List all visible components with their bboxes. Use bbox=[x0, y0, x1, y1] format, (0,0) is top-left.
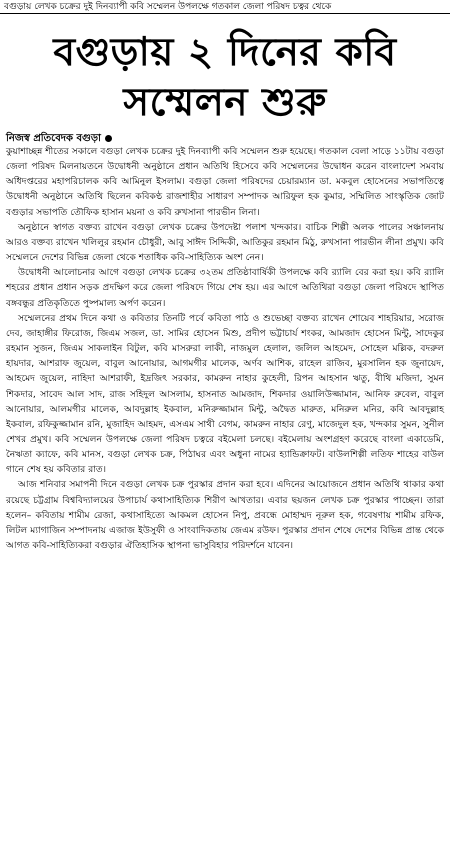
article-body bbox=[6, 145, 444, 554]
article-paragraph-1: কুয়াশাচ্ছন্ন শীতের সকালে বগুড়া লেখক চক্রের দুই দিনব্যাপী কবি সম্মেলন শুরু হয়েছে। গতকাল বেলা সাড়ে ১১টায় বগুড়া জেলা পরিষদ মিলনায়তনে উদ্বোধনী অনুষ্ঠানে প্রধান অতিথি হিসেবে কবি সম্মেলনের উদ্বোধন করেন বাংলাদেশ সমবায় অধিদপ্তরের মহাপরিচালক কবি আমিনুল ইসলাম। বগুড়া জেলা পরিষদের চেয়ারম্যান ডা. মকবুল হোসেনের সভাপতিত্বে উদ্বোধনী অনুষ্ঠানে অতিথি ছিলেন কবিকণ্ঠ রাজশাহীর সাধারণ সম্পাদক আরিফুল হক কুমার, সম্মিলিত সাংস্কৃতিক জোট বগুড়ার সভাপতি তৌফিক হাসান ময়না ও কবি রুখসানা পারভীন লিনা। bbox=[6, 147, 444, 218]
article-paragraph-2: অনুষ্ঠানে স্বাগত বক্তব্য রাখেন বগুড়া লেখক চক্রের উপদেষ্টা পলাশ খন্দকার। বাচিক শিল্পী অলক পালের সঞ্চালনায় আরও বক্তব্য রাখেন খলিলুর রহমান চৌধুরী, আবু সাঈদ সিদ্দিকী, আতিকুর রহমান মিঠু, রুখসানা পারভীন লীনা প্রমুখ। কবি সম্মেলনে দেশের বিভিন্ন জেলা থেকে শতাধিক কবি-সাহিত্যিক অংশ নেন। bbox=[6, 222, 444, 264]
byline-text: নিজস্ব প্রতিবেদক বগুড়া bbox=[6, 133, 101, 144]
headline-line-1: বগুড়ায় ২ দিনের কবি bbox=[53, 30, 397, 75]
headline bbox=[0, 28, 450, 128]
headline-line-2: সম্মেলন শুরু bbox=[123, 80, 327, 125]
article-paragraph-4: সম্মেলনের প্রথম দিনে কথা ও কবিতার তিনটি পর্বে কবিতা পাঠ ও শুভেচ্ছা বক্তব্য রাখেন শোয়েব শাহরিয়ার, সরোজ দেব, জাহাঙ্গীর ফিরোজ, জিএম সজল, ডা. সামির হোসেন মিশু, প্রদীপ ভট্টাচার্য শংকর, আমজাদ হোসেন মিন্টু, সাদেকুর রহমান সুজন, জিএম সাকলাইন বিটুল, কবি মাসরুরা লাকী, নাজমুল হেলাল, জলিল আহমেদ, সোহেল মল্লিক, বদরুল হায়দার, আশরাফ জুয়েল, বাবুল আনোয়ার, আগমগীর মালেক, অর্ণব আশিক, রাহেল রাজিব, মুরসালিন হক জুনায়েদ, আহমেদ জুয়েল, নাহিদা আশরাফী, ইদ্রজিৎ সরকার, কামরুন নাহার কুহেলী, রিপন আহসান ঋতু, বীথি মজিদা, সুমন শিকদার, সাবেদ আল সাদ, রাজ সহিদুল আসলাম, হাসনাত আমজাদ, শিকদার ওয়ালিউজ্জামান, আনিফ রুবেল, বাবুল আনোয়ার, আলমগীর মালেক, আবদুল্লাহ ইকবাল, মনিরুজ্জামান মিন্টু, অদ্বৈত মারুত, মনিরুল মনির, কবি আবদুল্লাহ ইকবাল, রফিকুজ্জামান রনি, মুজাহিদ আহমদ, এসএম সাথী বেগম, কামরুন নাহার রেণু, মাজেদুল হক, খন্দকার সুমন, সুনীল শেখর প্রমুখ। কবি সম্মেলন উপলক্ষে জেলা পরিষদ চত্বরে বইমেলা চলছে। বইমেলায় অংশগ্রহণ করেছে বাংলা একাডেমি, নৈঋতা ক্যাফে, কবি মানস, বগুড়া লেখক চক্র, পিঠাঘর এবং অধুনা নামের হ্যান্ডিক্রাফট। বাউলশিল্পী লতিফ শাহের বাউল গানে শেষ হয় কবিতার রাত। bbox=[6, 313, 444, 476]
bullet-dot-icon bbox=[105, 135, 112, 142]
article-paragraph-5: আজ শনিবার সমাপনী দিনে বগুড়া লেখক চক্র পুরস্কার প্রদান করা হবে। এদিনের আয়োজনে প্রধান অতিথি থাকার কথা রয়েছে চট্টগ্রাম বিশ্ববিদ্যালয়ের উপাচার্য কথাসাহিত্যিক শিরীণ আখতার। এবার ছয়জন লেখক চক্র পুরস্কার পাচ্ছেন। তারা হলেন– কবিতায় শামীম রেজা, কথাসাহিত্যে আকমল হোসেন নিপু, প্রবন্ধে মোহাম্মদ নূরুল হক, গবেষণায় শামীম রফিক, লিটল ম্যাগাজিন সম্পাদনায় এজাজ ইউসুফী ও সাংবাদিকতায় জেএম রউফ। পুরস্কার প্রদান শেষে দেশের বিভিন্ন প্রান্ত থেকে আগত কবি-সাহিত্যিকরা বগুড়ার ঐতিহাসিক স্থাপনা ভাসুবিহার পরিদর্শনে যাবেন। bbox=[6, 480, 444, 552]
top-caption-strip: বগুড়ায় লেখক চক্রের দুই দিনব্যাপী কবি সম্মেলন উপলক্ষে গতকাল জেলা পরিষদ চত্বর থেকে bbox=[0, 0, 450, 14]
article-paragraph-3: উদ্বোধনী আলোচনার আগে বগুড়া লেখক চক্রের ৩২তম প্রতিষ্ঠাবার্ষিকী উপলক্ষে কবি র‍্যালি বের করা হয়। কবি র‍্যালি শহরের প্রধান প্রধান সড়ক প্রদক্ষিণ করে জেলা পরিষদে গিয়ে শেষ হয়। এর আগে অতিথিরা বগুড়া জেলা পরিষদে স্থাপিত বঙ্গবন্ধুর প্রতিকৃতিতে পুষ্পমাল্য অর্পণ করেন। bbox=[6, 268, 444, 309]
